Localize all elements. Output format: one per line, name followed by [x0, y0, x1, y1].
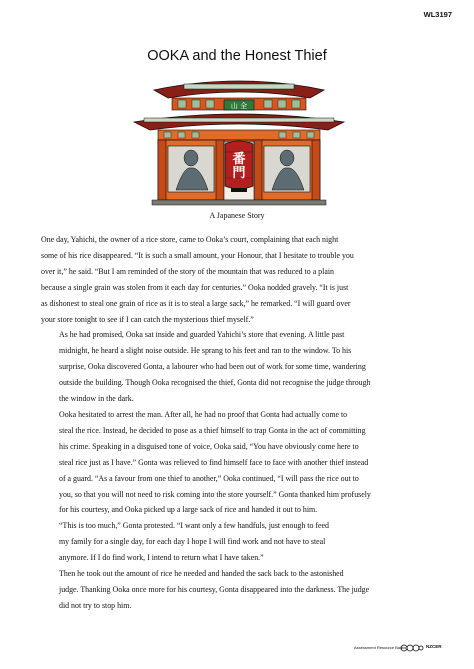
story-line: some of his rice disappeared. “It is such a small amount, your Honour, that I hesitate to trouble you: [41, 250, 354, 260]
gate-top-sign: 山 全: [230, 102, 248, 110]
lantern-char-1: 番: [232, 152, 246, 167]
japanese-gate-illustration: [124, 70, 354, 208]
publisher-mark: NZCER: [426, 644, 442, 649]
story-line: steal the rice. Instead, he decided to pose as a thief himself to trap Gonta in the act of committing: [59, 425, 366, 435]
story-line: As he had promised, Ooka sat inside and guarded Yahichi’s store that evening. A little past: [59, 330, 345, 340]
story-line: anymore. If I do find work, I intend to return what I have taken.”: [59, 553, 264, 563]
footer-logo: [354, 644, 440, 664]
story-line: judge. Thanking Ooka once more for his courtesy, Gonta disappeared into the darkness. The judge: [59, 584, 370, 594]
story-line: his crime. Speaking in a disguised tone of voice, Ooka said, “You have obviously come here to: [59, 441, 359, 451]
story-line: One day, Yahichi, the owner of a rice store, came to Ooka’s court, complaining that each night: [41, 235, 339, 244]
story-paragraph: [41, 407, 435, 518]
story-line: for his courtesy, and Ooka picked up a large sack of rice and handed it out to him.: [59, 505, 318, 515]
story-line: steal rice just as I have.” Gonta was relieved to find himself face to face with another thief instead: [59, 457, 369, 467]
story-line: outside the building. Though Ooka recognised the thief, Gonta did not recognise the judge through: [59, 378, 371, 388]
story-line: your store tonight to see if I can catch the mysterious thief myself.”: [41, 314, 254, 324]
story-line: my family for a single day, for each day I hope I will find work and not have to steal: [59, 537, 326, 547]
document-code: WL3197: [423, 10, 452, 19]
story-line: as dishonest to steal one grain of rice as it is to steal a large sack,” he remarked. “I will guard over: [41, 298, 351, 308]
story-line: “This is too much,” Gonta protested. “I want only a few handfuls, just enough to feed: [59, 521, 329, 531]
story-line: the window in the dark.: [59, 394, 134, 404]
story-paragraph: [41, 566, 435, 614]
illustration-caption: A Japanese Story: [209, 211, 265, 220]
story-line: Then he took out the amount of rice he needed and handed the sack back to the astonished: [59, 569, 344, 579]
story-line: because a single grain was stolen from it each day for centuries.” Ooka nodded gravely. “It is just: [41, 282, 349, 292]
publisher-name: Assessment Resource Banks: [354, 645, 407, 650]
story-text: [41, 232, 435, 614]
page-title: OOKA and the Honest Thief: [147, 48, 327, 64]
story-line: over it,” he said. “But I am reminded of the story of the mountain that was reduced to a plain: [41, 266, 334, 276]
story-line: you, so that you will not need to risk coming into the store yourself.” Gonta thanked him profusely: [59, 489, 371, 499]
story-paragraph: [41, 232, 435, 327]
story-line: midnight, he heard a slight noise outside. He sprang to his feet and ran to the window. To his: [59, 346, 352, 356]
story-line: surprise, Ooka discovered Gonta, a labourer who had been out of work for some time, wandering: [59, 362, 366, 372]
story-line: of a guard. “As a favour from one thief to another,” Ooka continued, “I will pass the rice out to: [59, 473, 359, 483]
rings-logo-icon: [400, 644, 424, 652]
lantern-char-2: 門: [232, 166, 246, 181]
story-line: Ooka hesitated to arrest the man. After all, he had no proof that Gonta had actually come to: [59, 409, 348, 419]
story-line: did not try to stop him.: [59, 600, 132, 610]
story-paragraph: [41, 327, 435, 407]
story-paragraph: [41, 518, 435, 566]
